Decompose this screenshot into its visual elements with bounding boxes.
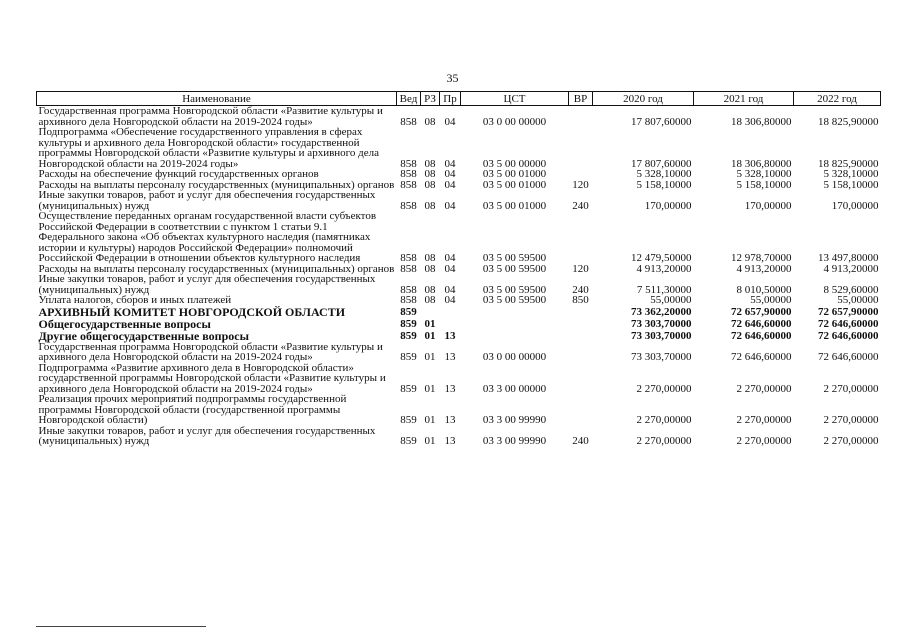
cell-vr: [569, 330, 593, 342]
cell-ved: 858: [400, 252, 417, 264]
table-row: [37, 106, 881, 128]
cell-name: Другие общегосударственные вопросы: [38, 328, 249, 343]
cell-rz: 01: [424, 414, 436, 426]
cell-vr: 240: [572, 199, 589, 212]
cell-y2021: 170,00000: [744, 199, 792, 212]
cell-y2022: 2 270,00000: [823, 382, 879, 395]
cell-ved: 858: [400, 294, 417, 306]
cell-rz: 08: [424, 157, 436, 170]
cell-rz: 01: [424, 330, 436, 342]
cell-cst: 03 5 00 59500: [482, 283, 547, 296]
cell-y2021: 72 646,60000: [731, 318, 792, 330]
table-row: [37, 426, 881, 447]
cell-y2020: 73 362,20000: [631, 306, 692, 318]
cell-y2021: 5 158,10000: [736, 178, 792, 191]
cell-pr: 04: [444, 262, 456, 275]
cell-ved: 858: [400, 178, 417, 191]
cell-name: Иные закупки товаров, работ и услуг для обеспечения государственных (муниципальных) нужд: [38, 273, 376, 296]
cell-name: Иные закупки товаров, работ и услуг для обеспечения государственных (муниципальных) нужд: [38, 189, 376, 212]
table-row: [37, 274, 881, 295]
cell-name: Государственная программа Новгородской области «Развитие культуры и архивного дела Новгородской области на 2019-2024 годы»: [38, 340, 383, 363]
cell-ved: 858: [400, 199, 417, 212]
cell-y2022: 4 913,20000: [823, 262, 879, 275]
cell-vr: [569, 211, 593, 264]
header-pr: Пр: [440, 92, 461, 106]
cell-y2021: 72 657,90000: [731, 306, 792, 318]
cell-ved: 859: [400, 382, 417, 395]
cell-ved: 858: [400, 157, 417, 170]
cell-rz: 08: [424, 199, 436, 212]
cell-rz: 08: [424, 252, 436, 264]
cell-y2022: 72 646,60000: [818, 330, 879, 342]
cell-y2020: 73 303,70000: [631, 351, 692, 363]
cell-y2020: 5 328,10000: [636, 168, 692, 180]
cell-y2022: 170,00000: [831, 199, 879, 212]
cell-cst: 03 0 00 00000: [482, 115, 547, 128]
cell-vr: [569, 318, 593, 330]
cell-cst: 03 5 00 00000: [482, 157, 547, 170]
cell-y2021: 72 646,60000: [731, 351, 792, 363]
header-vr: ВР: [569, 92, 593, 106]
cell-pr: 04: [444, 199, 456, 212]
cell-rz: 08: [424, 168, 436, 180]
cell-y2020: 17 807,60000: [631, 115, 692, 128]
cell-pr: 13: [444, 435, 456, 447]
cell-vr: 120: [572, 178, 589, 191]
cell-y2021: 18 306,80000: [731, 157, 792, 170]
cell-vr: [569, 106, 593, 128]
cell-pr: 04: [444, 115, 456, 128]
cell-name: Общегосударственные вопросы: [38, 316, 211, 331]
cell-rz: 01: [424, 382, 436, 395]
cell-pr: 13: [444, 382, 456, 395]
table-row: [37, 306, 881, 318]
cell-y2020: 2 270,00000: [636, 414, 692, 426]
cell-y2021: 8 010,50000: [736, 283, 792, 296]
cell-ved: 859: [400, 330, 417, 342]
cell-y2022: 13 497,80000: [818, 252, 879, 264]
cell-ved: 859: [400, 306, 417, 318]
cell-cst: 03 5 00 01000: [482, 178, 547, 191]
cell-name: Подпрограмма «Обеспечение государственного управления в сферах культуры и архивного дела Новгородской области» государственной программы Новгородской области «Развитие культуры и архивного дела Новгородской области на 2019-2024 годы»: [38, 126, 379, 170]
cell-y2022: 55,00000: [837, 294, 879, 306]
cell-y2021: 2 270,00000: [736, 414, 792, 426]
cell-cst: 03 5 00 01000: [482, 199, 547, 212]
cell-vr: [569, 342, 593, 363]
cell-y2020: 7 511,30000: [636, 283, 692, 296]
cell-cst: [461, 330, 569, 342]
cell-y2021: 55,00000: [750, 294, 792, 306]
header-2022: 2022 год: [794, 92, 881, 106]
cell-y2021: 2 270,00000: [736, 382, 792, 395]
cell-y2022: 8 529,60000: [823, 283, 879, 296]
cell-y2022: 2 270,00000: [823, 435, 879, 447]
cell-y2020: 55,00000: [650, 294, 692, 306]
cell-pr: 13: [444, 330, 456, 342]
header-cst: ЦСТ: [461, 92, 569, 106]
table-header-row: [37, 92, 881, 106]
cell-pr: 13: [444, 351, 456, 363]
cell-y2022: 5 328,10000: [823, 168, 879, 180]
cell-vr: [569, 169, 593, 180]
cell-name: Уплата налогов, сборов и иных платежей: [38, 294, 232, 306]
cell-vr: 120: [572, 262, 589, 275]
budget-table: [36, 91, 881, 447]
cell-y2022: 18 825,90000: [818, 157, 879, 170]
cell-name: Расходы на обеспечение функций государственных органов: [38, 168, 319, 180]
cell-vr: [569, 127, 593, 169]
cell-y2020: 73 303,70000: [631, 318, 692, 330]
cell-y2021: 4 913,20000: [736, 262, 792, 275]
cell-y2022: 2 270,00000: [823, 414, 879, 426]
cell-y2020: 17 807,60000: [631, 157, 692, 170]
cell-cst: 03 5 00 59500: [482, 262, 547, 275]
table-row: [37, 342, 881, 363]
cell-pr: 04: [444, 178, 456, 191]
cell-y2022: 72 657,90000: [818, 306, 879, 318]
cell-y2022: 5 158,10000: [823, 178, 879, 191]
table-row: [37, 211, 881, 264]
cell-pr: 04: [444, 157, 456, 170]
cell-cst: 03 0 00 00000: [482, 351, 547, 363]
cell-rz: 01: [424, 435, 436, 447]
cell-rz: 08: [424, 262, 436, 275]
cell-cst: 03 5 00 59500: [482, 294, 547, 306]
cell-cst: 03 3 00 99990: [482, 435, 547, 447]
cell-y2020: 2 270,00000: [636, 435, 692, 447]
cell-pr: 13: [444, 414, 456, 426]
cell-ved: 858: [400, 283, 417, 296]
header-rz: РЗ: [421, 92, 440, 106]
cell-name: Осуществление переданных органам государственной власти субъектов Российской Федерации в соответствии с пунктом 1 статьи 9.1 Федерального закона «Об объектах культурного наследия (памятниках истории и культуры) народов Российской Федерации» полномочий Российской Федерации в отношении объектов культурного наследия: [38, 210, 377, 264]
cell-rz: 08: [424, 115, 436, 128]
cell-y2020: 170,00000: [644, 199, 692, 212]
cell-name: Подпрограмма «Развитие архивного дела в Новгородской области» государственной программы Новгородской области «Развитие культуры и архивного дела Новгородской области на 2019-2024 годы»: [38, 361, 386, 395]
table-row: [37, 318, 881, 330]
cell-pr: [440, 306, 461, 318]
cell-cst: [461, 306, 569, 318]
header-ved: Вед: [397, 92, 421, 106]
cell-ved: 858: [400, 115, 417, 128]
cell-vr: 240: [572, 435, 589, 447]
cell-ved: 859: [400, 435, 417, 447]
table-row: [37, 169, 881, 180]
page-number: 35: [446, 71, 459, 85]
cell-y2021: 12 978,70000: [731, 252, 792, 264]
header-2021: 2021 год: [694, 92, 794, 106]
cell-rz: 01: [424, 318, 436, 330]
cell-name: Государственная программа Новгородской области «Развитие культуры и архивного дела Новгородской области на 2019-2024 годы»: [38, 105, 383, 128]
cell-vr: [569, 363, 593, 395]
cell-pr: 04: [444, 283, 456, 296]
cell-y2022: 72 646,60000: [818, 318, 879, 330]
cell-ved: 859: [400, 414, 417, 426]
cell-vr: [569, 306, 593, 318]
cell-ved: 858: [400, 262, 417, 275]
cell-rz: 01: [424, 351, 436, 363]
cell-name: Иные закупки товаров, работ и услуг для обеспечения государственных (муниципальных) нужд: [38, 424, 376, 447]
cell-cst: 03 3 00 00000: [482, 382, 547, 395]
table-body: [37, 106, 881, 447]
cell-rz: 08: [424, 294, 436, 306]
cell-y2021: 2 270,00000: [736, 435, 792, 447]
cell-ved: 858: [400, 168, 417, 180]
table-row: [37, 363, 881, 395]
table-row: [37, 330, 881, 342]
cell-y2021: 18 306,80000: [731, 115, 792, 128]
cell-vr: 240: [572, 283, 589, 296]
cell-name: Расходы на выплаты персоналу государственных (муниципальных) органов: [38, 178, 395, 191]
cell-y2020: 12 479,50000: [631, 252, 692, 264]
cell-y2020: 5 158,10000: [636, 178, 692, 191]
cell-ved: 859: [400, 318, 417, 330]
cell-name: Расходы на выплаты персоналу государственных (муниципальных) органов: [38, 262, 395, 275]
cell-y2020: 73 303,70000: [631, 330, 692, 342]
header-name: Наименование: [37, 92, 397, 106]
cell-y2021: 5 328,10000: [736, 168, 792, 180]
cell-rz: 08: [424, 283, 436, 296]
table-row: [37, 394, 881, 426]
cell-name: АРХИВНЫЙ КОМИТЕТ НОВГОРОДСКОЙ ОБЛАСТИ: [38, 304, 346, 319]
cell-y2021: 72 646,60000: [731, 330, 792, 342]
cell-vr: [569, 394, 593, 426]
footer-divider: [36, 626, 206, 627]
table-row: [37, 295, 881, 306]
cell-pr: 04: [444, 252, 456, 264]
cell-y2022: 72 646,60000: [818, 351, 879, 363]
cell-pr: [440, 318, 461, 330]
cell-ved: 859: [400, 351, 417, 363]
cell-y2020: 2 270,00000: [636, 382, 692, 395]
cell-cst: 03 5 00 01000: [482, 168, 547, 180]
cell-pr: 04: [444, 294, 456, 306]
cell-cst: 03 3 00 99990: [482, 414, 547, 426]
table-row: [37, 127, 881, 169]
cell-cst: [461, 318, 569, 330]
cell-rz: 08: [424, 178, 436, 191]
cell-name: Реализация прочих мероприятий подпрограммы государственной программы Новгородской области (государственной программы Новгородской области): [38, 393, 347, 426]
cell-vr: 850: [572, 294, 589, 306]
cell-pr: 04: [444, 168, 456, 180]
header-2020: 2020 год: [593, 92, 694, 106]
table-row: [37, 190, 881, 211]
cell-rz: [421, 306, 440, 318]
cell-y2022: 18 825,90000: [818, 115, 879, 128]
cell-cst: 03 5 00 59500: [482, 252, 547, 264]
cell-y2020: 4 913,20000: [636, 262, 692, 275]
